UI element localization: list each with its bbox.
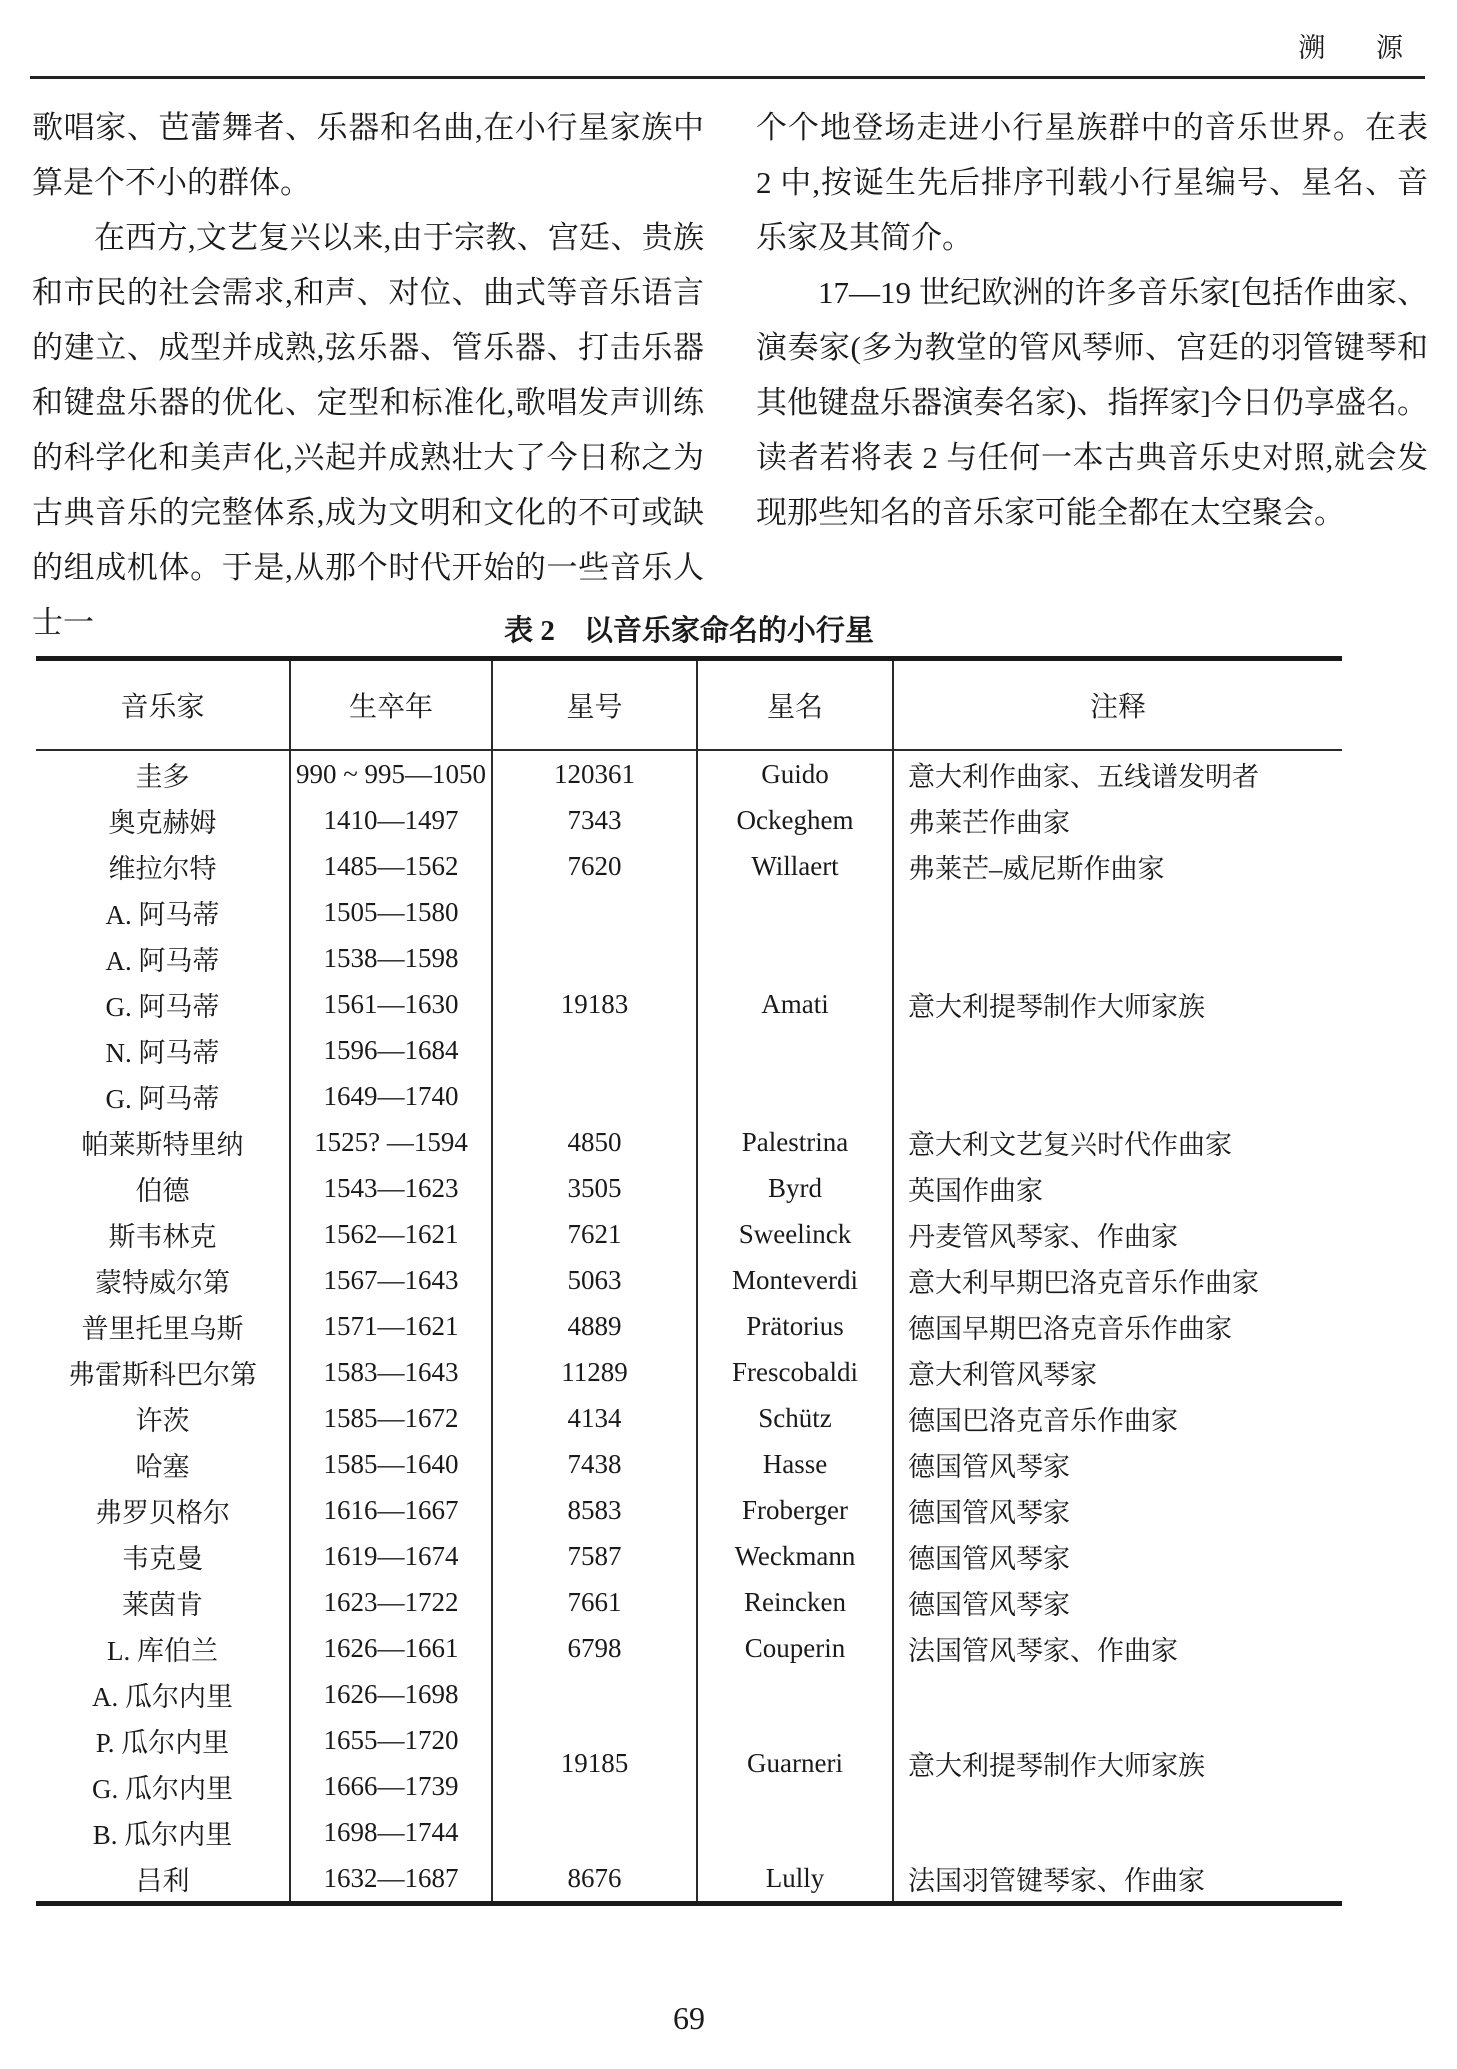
cell-musician: G. 阿马蒂 [36, 1073, 290, 1119]
cell-musician: 莱茵肯 [36, 1579, 290, 1625]
left-column [32, 100, 704, 650]
cell-note: 法国羽管键琴家、作曲家 [908, 1865, 1205, 1896]
cell-number: 8583 [492, 1487, 697, 1533]
cell-number: 7438 [492, 1441, 697, 1487]
cell-years: 1567—1643 [290, 1257, 492, 1303]
cell-years: 1410—1497 [290, 797, 492, 843]
table-title: 表 2 以音乐家命名的小行星 [504, 615, 874, 647]
cell-number: 5063 [492, 1257, 697, 1303]
cell-musician: A. 瓜尔内里 [36, 1671, 290, 1717]
header-number: 星号 [492, 659, 697, 751]
cell-years: 1626—1661 [290, 1625, 492, 1671]
cell-musician: A. 阿马蒂 [36, 889, 290, 935]
table-row [36, 1257, 1342, 1303]
cell-note: 德国管风琴家 [908, 1543, 1070, 1574]
masthead-rule [30, 76, 1425, 79]
cell-note: 意大利管风琴家 [908, 1359, 1097, 1390]
cell-note: 英国作曲家 [908, 1175, 1043, 1206]
cell-name: Frescobaldi [697, 1349, 893, 1395]
cell-musician: 哈塞 [36, 1441, 290, 1487]
cell-number: 8676 [492, 1855, 697, 1904]
cell-musician: 伯德 [36, 1165, 290, 1211]
cell-musician: P. 瓜尔内里 [36, 1717, 290, 1763]
cell-name: Froberger [697, 1487, 893, 1533]
table-row [36, 1533, 1342, 1579]
header-note: 注释 [893, 659, 1342, 751]
table-row [36, 1855, 1342, 1904]
cell-name-merged: Amati [697, 889, 893, 1119]
table-row [36, 1165, 1342, 1211]
table-row [36, 750, 1342, 797]
table-row [36, 1303, 1342, 1349]
cell-musician: 韦克曼 [36, 1533, 290, 1579]
cell-musician: 蒙特威尔第 [36, 1257, 290, 1303]
article-columns [32, 100, 1428, 650]
cell-years: 1585—1640 [290, 1441, 492, 1487]
cell-note: 德国早期巴洛克音乐作曲家 [908, 1313, 1232, 1344]
cell-note: 法国管风琴家、作曲家 [908, 1635, 1178, 1666]
cell-musician: G. 瓜尔内里 [36, 1763, 290, 1809]
paragraph: 个个地登场走进小行星族群中的音乐世界。在表 2 中,按诞生先后排序刊载小行星编号、星名、音乐家及其简介。 [756, 110, 1428, 255]
cell-musician: 帕莱斯特里纳 [36, 1119, 290, 1165]
cell-musician: 许茨 [36, 1395, 290, 1441]
cell-note: 意大利作曲家、五线谱发明者 [908, 761, 1259, 792]
cell-name: Lully [697, 1855, 893, 1904]
cell-name: Weckmann [697, 1533, 893, 1579]
table-row [36, 843, 1342, 889]
cell-number: 7620 [492, 843, 697, 889]
table-row [36, 1395, 1342, 1441]
cell-note: 德国管风琴家 [908, 1589, 1070, 1620]
cell-number: 120361 [492, 750, 697, 797]
table-row [36, 1441, 1342, 1487]
table-row [36, 889, 1342, 935]
cell-name: Byrd [697, 1165, 893, 1211]
cell-years: 1505—1580 [290, 889, 492, 935]
cell-years: 1666—1739 [290, 1763, 492, 1809]
cell-name: Hasse [697, 1441, 893, 1487]
cell-note-merged: 意大利提琴制作大师家族 [908, 1750, 1205, 1781]
cell-years: 1585—1672 [290, 1395, 492, 1441]
cell-number: 4850 [492, 1119, 697, 1165]
paragraph: 在西方,文艺复兴以来,由于宗教、宫廷、贵族和市民的社会需求,和声、对位、曲式等音乐语言的建立、成型并成熟,弦乐器、管乐器、打击乐器和键盘乐器的优化、定型和标准化,歌唱发声训练的科学化和美声化,兴起并成熟壮大了今日称之为古典音乐的完整体系,成为文明和文化的不可或缺的组成机体。于是,从那个时代开始的一些音乐人士一 [32, 220, 704, 640]
cell-musician: L. 库伯兰 [36, 1625, 290, 1671]
cell-name: Guido [697, 750, 893, 797]
cell-number: 6798 [492, 1625, 697, 1671]
musicians-table [36, 656, 1342, 1906]
header-years: 生卒年 [290, 659, 492, 751]
cell-note: 德国管风琴家 [908, 1497, 1070, 1528]
cell-number: 7587 [492, 1533, 697, 1579]
cell-years: 1596—1684 [290, 1027, 492, 1073]
table-row [36, 1487, 1342, 1533]
cell-years: 1619—1674 [290, 1533, 492, 1579]
cell-note: 弗莱芒–威尼斯作曲家 [908, 853, 1165, 884]
page-number: 69 [673, 2000, 705, 2036]
table-row [36, 1579, 1342, 1625]
cell-years: 1626—1698 [290, 1671, 492, 1717]
cell-years: 1698—1744 [290, 1809, 492, 1855]
cell-number-merged: 19183 [492, 889, 697, 1119]
cell-years: 1538—1598 [290, 935, 492, 981]
cell-years: 1616—1667 [290, 1487, 492, 1533]
table-row [36, 797, 1342, 843]
cell-musician: 弗雷斯科巴尔第 [36, 1349, 290, 1395]
cell-note: 德国巴洛克音乐作曲家 [908, 1405, 1178, 1436]
table-row [36, 1119, 1342, 1165]
cell-years: 990 ~ 995—1050 [290, 750, 492, 797]
cell-number: 7343 [492, 797, 697, 843]
section-title: 溯 源 [1298, 33, 1425, 63]
paragraph: 17—19 世纪欧洲的许多音乐家[包括作曲家、演奏家(多为教堂的管风琴师、宫廷的羽管键琴和其他键盘乐器演奏名家)、指挥家]今日仍享盛名。读者若将表 2 与任何一本古典音乐史对照,就会发现那些知名的音乐家可能全都在太空聚会。 [756, 275, 1428, 530]
cell-years: 1571—1621 [290, 1303, 492, 1349]
cell-years: 1583—1643 [290, 1349, 492, 1395]
cell-musician: 普里托里乌斯 [36, 1303, 290, 1349]
cell-name: Schütz [697, 1395, 893, 1441]
cell-name: Ockeghem [697, 797, 893, 843]
cell-musician: A. 阿马蒂 [36, 935, 290, 981]
cell-note: 丹麦管风琴家、作曲家 [908, 1221, 1178, 1252]
cell-musician: G. 阿马蒂 [36, 981, 290, 1027]
table-row [36, 1211, 1342, 1257]
table-row [36, 1671, 1342, 1717]
cell-name: Reincken [697, 1579, 893, 1625]
cell-number: 11289 [492, 1349, 697, 1395]
cell-years: 1562—1621 [290, 1211, 492, 1257]
cell-years: 1525? —1594 [290, 1119, 492, 1165]
cell-years: 1655—1720 [290, 1717, 492, 1763]
cell-years: 1543—1623 [290, 1165, 492, 1211]
cell-musician: 吕利 [36, 1855, 290, 1904]
paragraph: 歌唱家、芭蕾舞者、乐器和名曲,在小行星家族中算是个不小的群体。 [32, 110, 704, 200]
cell-musician: 圭多 [36, 750, 290, 797]
cell-name: Monteverdi [697, 1257, 893, 1303]
cell-name-merged: Guarneri [697, 1671, 893, 1855]
cell-number: 4889 [492, 1303, 697, 1349]
cell-musician: N. 阿马蒂 [36, 1027, 290, 1073]
cell-number: 7621 [492, 1211, 697, 1257]
cell-name: Willaert [697, 843, 893, 889]
table-header-row [36, 659, 1342, 751]
cell-name: Sweelinck [697, 1211, 893, 1257]
cell-musician: B. 瓜尔内里 [36, 1809, 290, 1855]
cell-note: 弗莱芒作曲家 [908, 807, 1070, 838]
cell-note: 意大利早期巴洛克音乐作曲家 [908, 1267, 1259, 1298]
cell-musician: 斯韦林克 [36, 1211, 290, 1257]
cell-years: 1561—1630 [290, 981, 492, 1027]
cell-number: 3505 [492, 1165, 697, 1211]
cell-years: 1649—1740 [290, 1073, 492, 1119]
cell-years: 1623—1722 [290, 1579, 492, 1625]
cell-name: Couperin [697, 1625, 893, 1671]
cell-name: Palestrina [697, 1119, 893, 1165]
table-row [36, 1625, 1342, 1671]
masthead [30, 26, 1425, 65]
cell-number: 7661 [492, 1579, 697, 1625]
cell-name: Prätorius [697, 1303, 893, 1349]
cell-years: 1485—1562 [290, 843, 492, 889]
cell-note: 德国管风琴家 [908, 1451, 1070, 1482]
cell-musician: 奥克赫姆 [36, 797, 290, 843]
cell-number: 4134 [492, 1395, 697, 1441]
cell-number-merged: 19185 [492, 1671, 697, 1855]
cell-note-merged: 意大利提琴制作大师家族 [908, 991, 1205, 1022]
table-row [36, 1349, 1342, 1395]
header-name: 星名 [697, 659, 893, 751]
cell-note: 意大利文艺复兴时代作曲家 [908, 1129, 1232, 1160]
right-column [756, 100, 1428, 650]
cell-musician: 维拉尔特 [36, 843, 290, 889]
cell-musician: 弗罗贝格尔 [36, 1487, 290, 1533]
cell-years: 1632—1687 [290, 1855, 492, 1904]
header-musician: 音乐家 [36, 659, 290, 751]
